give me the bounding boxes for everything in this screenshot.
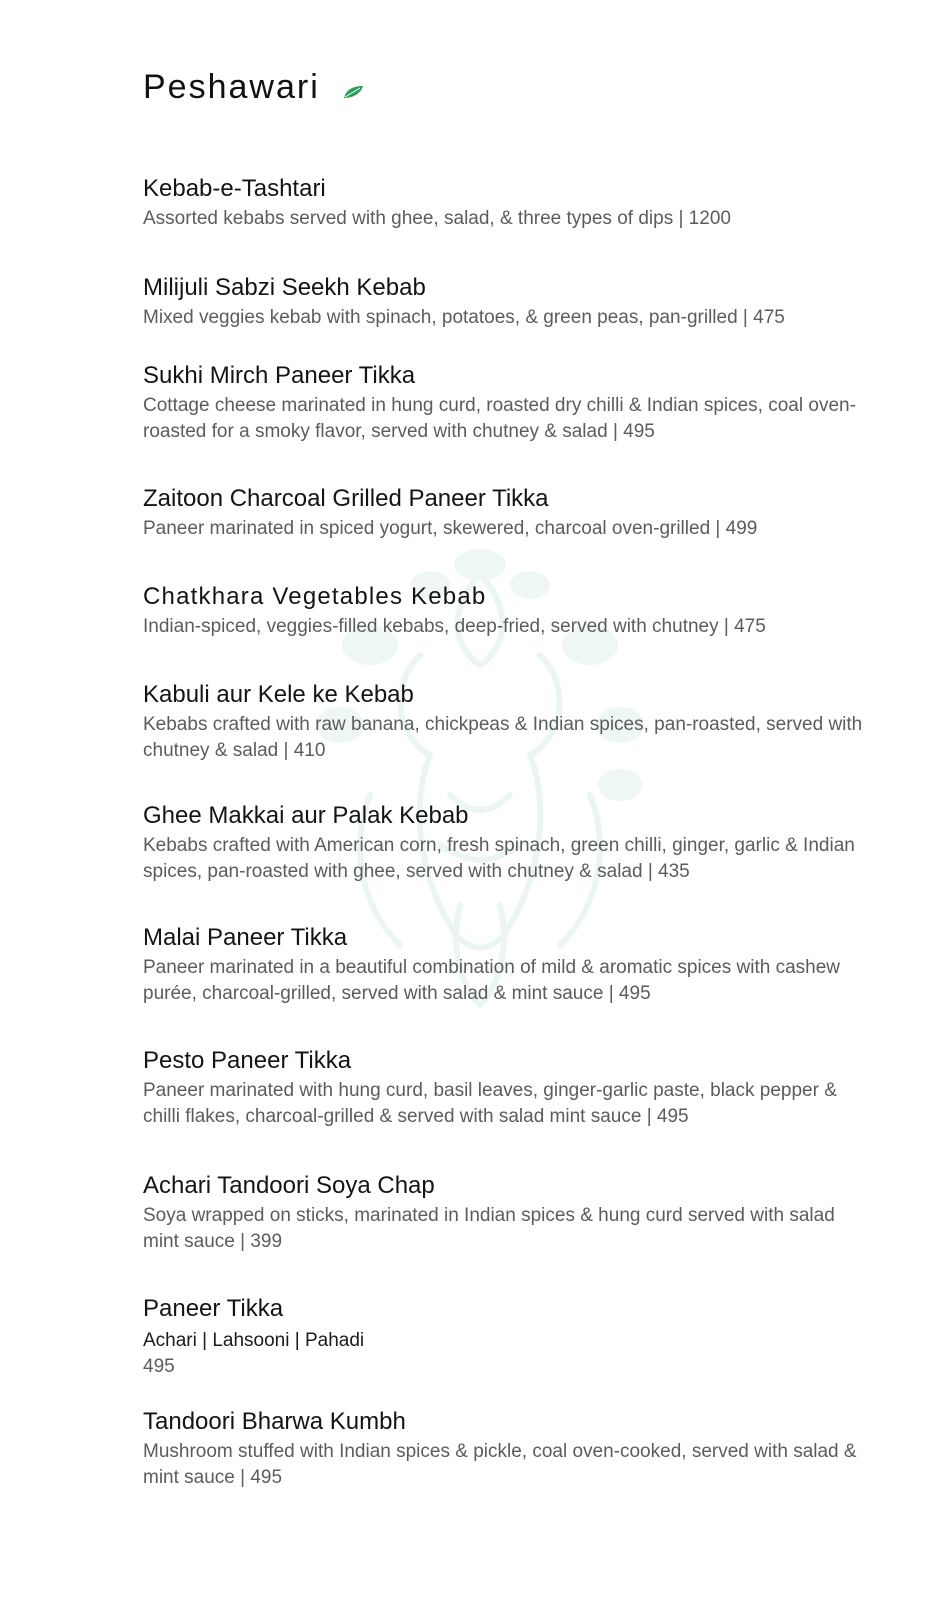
- item-name: Kabuli aur Kele ke Kebab: [143, 681, 414, 708]
- item-description: Mushroom stuffed with Indian spices & pickle, coal oven-cooked, served with salad & mint sauce | 495: [143, 1441, 857, 1488]
- item-description: Cottage cheese marinated in hung curd, roasted dry chilli & Indian spices, coal oven-roasted for a smoky flavor, served with chutney & salad | 495: [143, 395, 856, 442]
- item-name: Kebab-e-Tashtari: [143, 175, 326, 202]
- menu-item: [143, 273, 863, 331]
- item-name: Tandoori Bharwa Kumbh: [143, 1408, 406, 1435]
- menu-item: [143, 582, 863, 640]
- menu-item: [143, 680, 863, 764]
- menu-item: [143, 801, 863, 885]
- item-description: Paneer marinated in spiced yogurt, skewered, charcoal oven-grilled | 499: [143, 518, 758, 539]
- item-name: Paneer Tikka: [143, 1295, 284, 1322]
- item-description: Assorted kebabs served with ghee, salad, & three types of dips | 1200: [143, 208, 731, 229]
- item-description: Mixed veggies kebab with spinach, potatoes, & green peas, pan-grilled | 475: [143, 307, 785, 328]
- item-description: Kebabs crafted with American corn, fresh spinach, green chilli, ginger, garlic & Indian spices, pan-roasted with ghee, served with chutney & salad | 435: [143, 835, 855, 882]
- item-description: Indian-spiced, veggies-filled kebabs, deep-fried, served with chutney | 475: [143, 616, 766, 637]
- item-description: Paneer marinated in a beautiful combination of mild & aromatic spices with cashew purée, charcoal-grilled, served with salad & mint sauce | 495: [143, 957, 841, 1004]
- menu-item: [143, 1171, 863, 1255]
- menu-item: [143, 361, 863, 445]
- item-name: Malai Paneer Tikka: [143, 924, 348, 951]
- menu-item: [143, 923, 863, 1007]
- menu-item: [143, 1294, 863, 1380]
- item-name: Ghee Makkai aur Palak Kebab: [143, 802, 469, 829]
- item-description: Paneer marinated with hung curd, basil leaves, ginger-garlic paste, black pepper & chilli flakes, charcoal-grilled & served with salad mint sauce | 495: [143, 1080, 837, 1127]
- item-price: 495: [143, 1356, 175, 1377]
- item-name: Milijuli Sabzi Seekh Kebab: [143, 274, 426, 301]
- menu-item: [143, 1046, 863, 1130]
- menu-item: [143, 484, 863, 542]
- section-header: [143, 68, 364, 107]
- item-name: Zaitoon Charcoal Grilled Paneer Tikka: [143, 485, 549, 512]
- item-name: Achari Tandoori Soya Chap: [143, 1172, 435, 1199]
- item-name: Pesto Paneer Tikka: [143, 1047, 352, 1074]
- leaf-icon: [342, 85, 364, 99]
- item-name: Sukhi Mirch Paneer Tikka: [143, 362, 416, 389]
- item-options: Achari | Lahsooni | Pahadi: [143, 1330, 365, 1351]
- item-description: Kebabs crafted with raw banana, chickpeas & Indian spices, pan-roasted, served with chutney & salad | 410: [143, 714, 863, 761]
- menu-item: [143, 174, 863, 232]
- section-title: Peshawari: [143, 68, 320, 106]
- item-description: Soya wrapped on sticks, marinated in Indian spices & hung curd served with salad mint sauce | 399: [143, 1205, 835, 1252]
- item-name: Chatkhara Vegetables Kebab: [143, 583, 487, 610]
- menu-item: [143, 1407, 863, 1491]
